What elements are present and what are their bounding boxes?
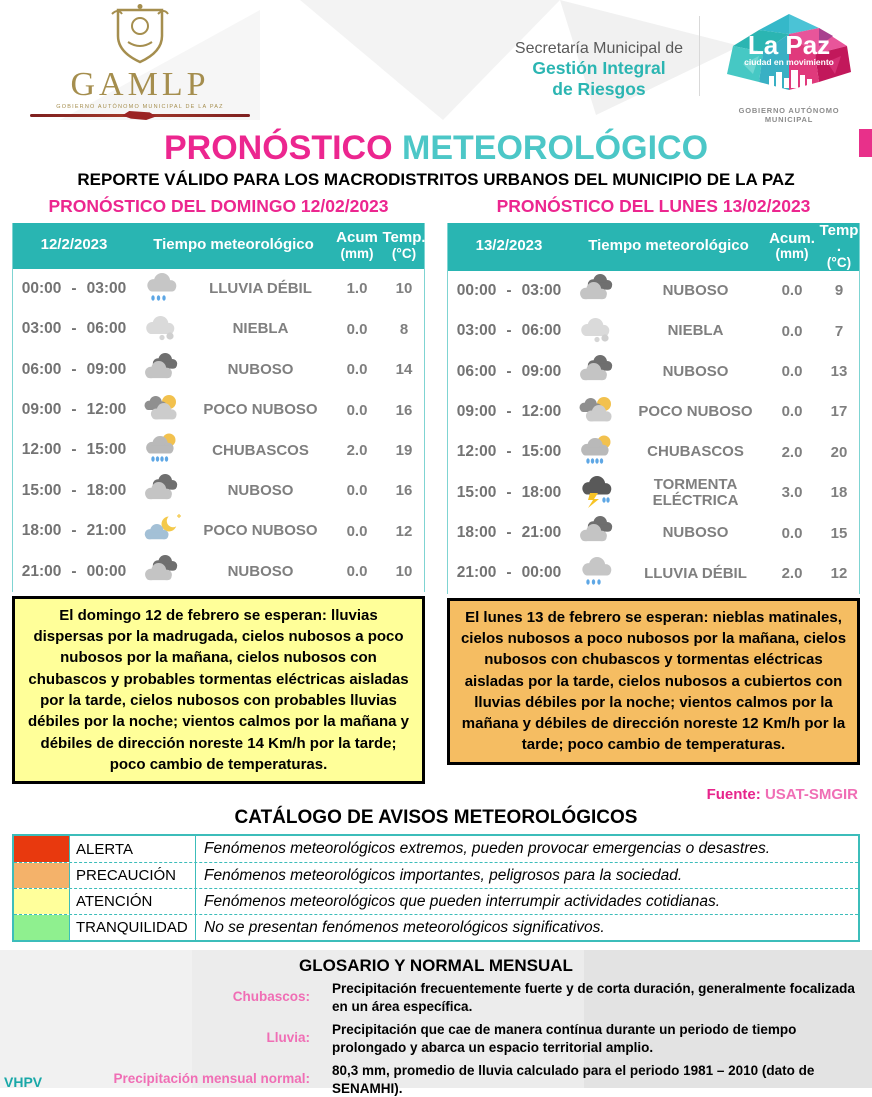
time-range: 09:00 - 12:00	[456, 402, 562, 420]
title-part2: METEOROLÓGICO	[402, 129, 709, 167]
level-label: ATENCIÓN	[70, 889, 196, 914]
condition-label: NUBOSO	[662, 524, 729, 542]
condition-label: POCO NUBOSO	[203, 522, 318, 540]
forecast-row	[13, 349, 424, 389]
condition-label: NUBOSO	[662, 281, 729, 299]
header-right	[515, 12, 864, 124]
gamlp-ribbon-divider	[30, 114, 250, 117]
glossary-section	[0, 950, 872, 1096]
condition-label: NUBOSO	[227, 481, 294, 499]
condition-label: POCO NUBOSO	[203, 401, 318, 419]
acum-value: 0.0	[781, 363, 803, 380]
header-acum: Acum. (mm)	[769, 229, 815, 262]
catalog-row	[14, 888, 858, 914]
source-value: USAT-SMGIR	[764, 786, 858, 804]
forecast-table	[447, 223, 860, 594]
glossary-entry	[0, 1021, 872, 1056]
condition-label: NIEBLA	[667, 322, 724, 340]
level-color-swatch	[14, 915, 70, 940]
time-range: 18:00 - 21:00	[456, 524, 562, 542]
temp-value: 18	[830, 484, 848, 502]
forecast-row	[448, 553, 859, 593]
acum-value: 0.0	[346, 401, 368, 419]
time-range: 15:00 - 18:00	[456, 483, 562, 501]
glossary-rows	[0, 980, 872, 1097]
glossary-term: Chubascos:	[232, 989, 310, 1005]
time-range: 18:00 - 21:00	[21, 522, 127, 540]
time-range: 00:00 - 03:00	[21, 279, 127, 297]
acum-value: 0.0	[346, 482, 368, 500]
lluvia-debil-icon	[570, 556, 624, 590]
time-range: 09:00 - 12:00	[21, 401, 127, 419]
temp-value: 8	[399, 320, 409, 338]
nuboso-icon	[570, 355, 624, 389]
forecast-row	[448, 472, 859, 512]
glossary-term: Precipitación mensual normal:	[113, 1071, 310, 1087]
glossary-title: GLOSARIO Y NORMAL MENSUAL	[299, 956, 573, 976]
level-description: Fenómenos meteorológicos importantes, peligrosos para la sociedad.	[204, 866, 683, 884]
lluvia-debil-icon	[135, 272, 189, 306]
temp-value: 17	[830, 403, 848, 421]
acum-value: 0.0	[781, 403, 803, 421]
title-band	[0, 125, 872, 167]
poco-nuboso-dia-icon	[570, 395, 624, 429]
time-range: 12:00 - 15:00	[456, 443, 562, 461]
temp-value: 7	[834, 322, 844, 340]
temp-value: 19	[395, 441, 413, 459]
forecast-table	[12, 223, 425, 592]
secretaria-line2: Gestión Integral	[532, 58, 666, 79]
condition-label: NUBOSO	[662, 362, 729, 380]
nuboso-icon	[570, 274, 624, 308]
lapaz-name: La Paz	[747, 30, 831, 60]
catalog-row	[14, 914, 858, 940]
forecast-columns	[0, 196, 872, 785]
level-description: Fenómenos meteorológicos que pueden interrumpir actividades cotidianas.	[204, 892, 721, 910]
time-range: 06:00 - 09:00	[21, 360, 127, 378]
time-range: 06:00 - 09:00	[456, 362, 562, 380]
temp-value: 12	[830, 564, 848, 582]
time-range: 21:00 - 00:00	[21, 562, 127, 580]
acum-value: 2.0	[781, 564, 803, 582]
header-weather: Tiempo meteorológico	[588, 237, 749, 255]
temp-value: 10	[395, 563, 413, 581]
header-weather: Tiempo meteorológico	[153, 236, 314, 254]
summary-box-monday: El lunes 13 de febrero se esperan: nieblas matinales, cielos nubosos a poco nubosos por la mañana, cielos nubosos con chubascos y tormentas eléctricas aisladas por la tarde, cielos nubosos a cubiertos con lluvias débiles por la noche; vientos calmos por la mañana y débiles de dirección noreste 12 Km/h por la tarde; poco cambio de temperaturas.	[447, 598, 860, 765]
forecast-rows	[448, 271, 859, 594]
acum-value: 0.0	[346, 522, 368, 540]
header-date: 12/2/2023	[40, 236, 108, 254]
glossary-term: Lluvia:	[266, 1030, 310, 1046]
day-title: PRONÓSTICO DEL LUNES 13/02/2023	[496, 195, 811, 216]
condition-label: NIEBLA	[232, 320, 289, 338]
gamlp-subtitle: GOBIERNO AUTÓNOMO MUNICIPAL DE LA PAZ	[56, 104, 224, 110]
forecast-row	[13, 269, 424, 309]
forecast-row	[13, 309, 424, 349]
condition-label: NUBOSO	[227, 360, 294, 378]
acum-value: 1.0	[346, 280, 368, 298]
forecast-row	[448, 432, 859, 472]
poco-nuboso-noche-icon	[135, 514, 189, 548]
glossary-entry	[0, 1062, 872, 1097]
condition-label: LLUVIA DÉBIL	[644, 564, 747, 582]
page-header	[0, 0, 872, 125]
forecast-row	[448, 311, 859, 351]
forecast-table-header	[448, 223, 859, 271]
temp-value: 9	[834, 282, 844, 300]
temp-value: 12	[395, 522, 413, 540]
catalog-table	[12, 834, 860, 942]
forecast-row	[448, 392, 859, 432]
nuboso-icon	[135, 353, 189, 387]
lapaz-tagline: ciudad en movimiento	[744, 57, 834, 67]
forecast-row	[448, 513, 859, 553]
condition-label: NUBOSO	[227, 562, 294, 580]
acum-value: 0.0	[781, 524, 803, 542]
lapaz-logo	[714, 12, 864, 124]
catalog-row	[14, 862, 858, 888]
time-range: 03:00 - 06:00	[456, 322, 562, 340]
author-initials: VHPV	[4, 1074, 43, 1091]
temp-value: 10	[395, 280, 413, 298]
level-label: TRANQUILIDAD	[70, 915, 196, 940]
title-part1: PRONÓSTICO	[163, 129, 393, 167]
source-label: Fuente:	[706, 786, 761, 804]
condition-label: TORMENTA ELÉCTRICA	[652, 475, 739, 509]
time-range: 21:00 - 00:00	[456, 564, 562, 582]
page-title	[0, 131, 872, 167]
time-range: 03:00 - 06:00	[21, 320, 127, 338]
condition-label: LLUVIA DÉBIL	[209, 280, 312, 297]
temp-value: 20	[830, 443, 848, 461]
catalog-row	[14, 836, 858, 862]
acum-value: 0.0	[781, 282, 803, 300]
chubascos-icon	[135, 433, 189, 467]
nuboso-icon	[135, 555, 189, 589]
forecast-row	[448, 271, 859, 311]
header-date: 13/2/2023	[475, 237, 543, 255]
gamlp-acronym: GAMLP	[70, 66, 210, 103]
summary-box-sunday: El domingo 12 de febrero se esperan: lluvias dispersas por la madrugada, cielos nubosos a poco nubosos por la mañana, cielos nubosos con chubascos y probables tormentas eléctricas aisladas por la tarde, cielos nubosos con probables lluvias débiles por la noche; vientos calmos por la mañana y débiles de dirección noreste 14 Km/h por la tarde; poco cambio de temperaturas.	[12, 596, 425, 784]
level-color-swatch	[14, 889, 70, 914]
temp-value: 14	[395, 361, 413, 379]
forecast-table-header	[13, 223, 424, 269]
nuboso-icon	[570, 516, 624, 550]
acum-value: 2.0	[781, 443, 803, 461]
glossary-definition: Precipitación frecuentemente fuerte y de corta duración, generalmente focalizada en un área específica.	[332, 981, 855, 1014]
secretaria-block	[515, 40, 683, 99]
acum-value: 2.0	[346, 441, 368, 459]
time-range: 12:00 - 15:00	[21, 441, 127, 459]
level-color-swatch	[14, 836, 70, 862]
poco-nuboso-dia-icon	[135, 393, 189, 427]
report-subtitle: REPORTE VÁLIDO PARA LOS MACRODISTRITOS URBANOS DEL MUNICIPIO DE LA PAZ	[77, 169, 795, 189]
tormenta-icon	[570, 476, 624, 510]
glossary-definition: Precipitación que cae de manera contínua durante un periodo de tiempo prolongado y abarca un espacio territorial amplio.	[332, 1022, 797, 1055]
level-label: PRECAUCIÓN	[70, 863, 196, 888]
niebla-icon	[135, 312, 189, 346]
time-range: 00:00 - 03:00	[456, 281, 562, 299]
level-label: ALERTA	[70, 836, 196, 862]
chubascos-icon	[570, 435, 624, 469]
forecast-rows	[13, 269, 424, 592]
nuboso-icon	[135, 474, 189, 508]
level-color-swatch	[14, 863, 70, 888]
acum-value: 0.0	[346, 361, 368, 379]
glossary-definition: 80,3 mm, promedio de lluvia calculado para el periodo 1981 – 2010 (dato de SENAMHI).	[332, 1063, 815, 1096]
forecast-row	[13, 390, 424, 430]
forecast-row	[13, 511, 424, 551]
title-accent-square	[859, 129, 872, 157]
condition-label: POCO NUBOSO	[638, 403, 753, 421]
temp-value: 13	[830, 363, 848, 380]
gamlp-logo	[20, 4, 260, 117]
secretaria-line3: de Riesgos	[552, 78, 646, 99]
forecast-row	[448, 351, 859, 391]
day-title: PRONÓSTICO DEL DOMINGO 12/02/2023	[48, 195, 389, 216]
acum-value: 3.0	[781, 484, 803, 502]
lapaz-subtitle: GOBIERNO AUTÓNOMO MUNICIPAL	[738, 106, 840, 124]
forecast-row	[13, 471, 424, 511]
forecast-day-sunday	[12, 196, 425, 785]
glossary-entry	[0, 980, 872, 1015]
acum-value: 0.0	[781, 322, 803, 340]
header-temp: Temp . (°C)	[819, 221, 859, 270]
acum-value: 0.0	[346, 563, 368, 581]
gamlp-coat-of-arms-icon	[108, 4, 172, 66]
header-acum: Acum (mm)	[336, 229, 378, 261]
source-line	[0, 784, 872, 803]
level-description: No se presentan fenómenos meteorológicos significativos.	[204, 918, 605, 936]
lapaz-mosaic-icon	[723, 12, 855, 98]
forecast-day-monday	[447, 196, 860, 785]
header-temp: Temp. (°C)	[382, 229, 426, 261]
forecast-row	[13, 430, 424, 470]
condition-label: CHUBASCOS	[212, 441, 309, 459]
condition-label: CHUBASCOS	[647, 443, 744, 461]
time-range: 15:00 - 18:00	[21, 481, 127, 499]
temp-value: 16	[395, 482, 413, 500]
level-description: Fenómenos meteorológicos extremos, pueden provocar emergencias o desastres.	[204, 840, 771, 858]
acum-value: 0.0	[346, 320, 368, 338]
temp-value: 16	[395, 401, 413, 419]
secretaria-line1: Secretaría Municipal de	[514, 40, 683, 57]
forecast-row	[13, 551, 424, 591]
catalog-title: CATÁLOGO DE AVISOS METEOROLÓGICOS	[234, 807, 638, 829]
warnings-catalog	[0, 807, 872, 942]
niebla-icon	[570, 314, 624, 348]
header-divider	[699, 16, 700, 96]
temp-value: 15	[830, 524, 848, 542]
